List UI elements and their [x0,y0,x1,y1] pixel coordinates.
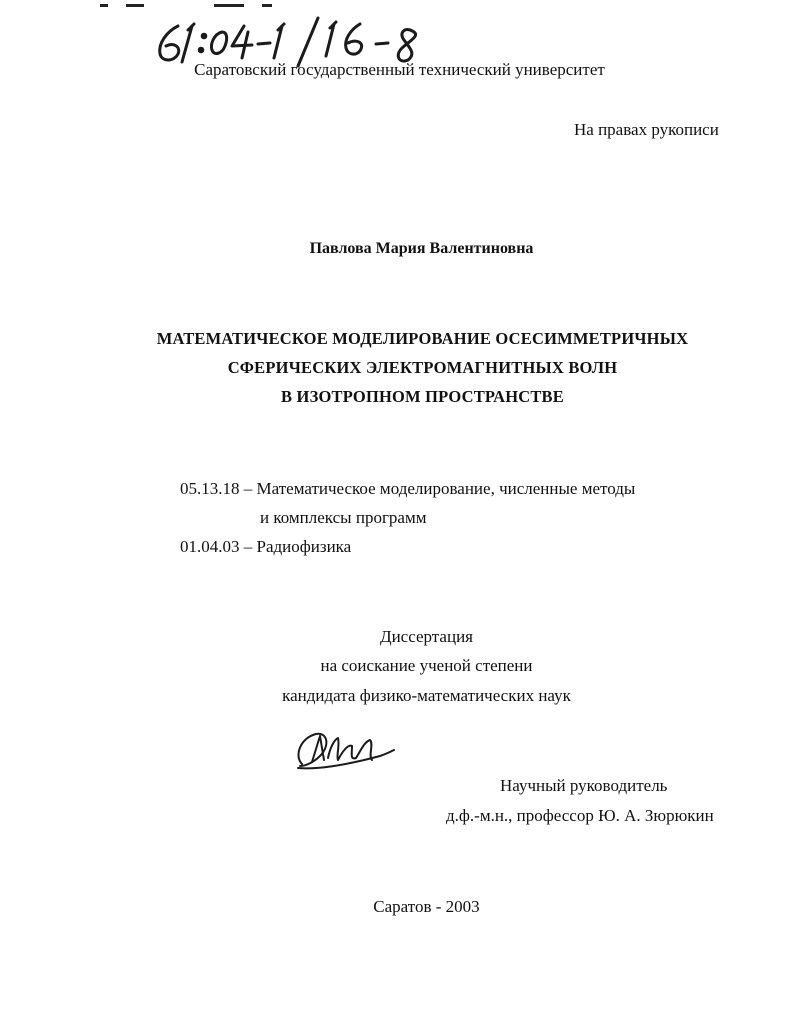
specialty-code: 05.13.18 [180,479,240,498]
scan-mark [100,4,108,7]
scan-mark [214,4,244,7]
specialty-separator: – [243,537,253,556]
supervisor-details: д.ф.-м.н., профессор Ю. А. Зюрюкин [446,806,714,825]
dissertation-type: Диссертация [379,627,473,646]
title-line-2: СФЕРИЧЕСКИХ ЭЛЕКТРОМАГНИТНЫХ ВОЛН [227,358,618,377]
title-line-3: В ИЗОТРОПНОМ ПРОСТРАНСТВЕ [281,387,564,406]
place-year: Саратов - 2003 [373,897,480,916]
supervisor-role: Научный руководитель [500,776,668,795]
specialty-code: 01.04.03 [180,537,240,556]
scan-mark [262,4,272,7]
specialty-line-1 [180,479,635,499]
dissertation-degree: кандидата физико-математических наук [282,686,571,705]
university-name: Саратовский государственный технический университет [194,60,605,79]
title-line-1: МАТЕМАТИЧЕСКОЕ МОДЕЛИРОВАНИЕ ОСЕСИММЕТРИЧНЫХ [156,329,689,348]
specialty-separator: – [243,479,253,498]
signature [290,726,400,776]
specialty-name: Радиофизика [256,537,352,556]
scan-mark [126,4,144,7]
author-name: Павлова Мария Валентиновна [309,240,534,257]
rights-note: На правах рукописи [574,120,719,139]
dissertation-purpose: на соискание ученой степени [320,656,533,675]
specialty-line-2 [180,537,351,557]
specialty-continuation: и комплексы программ [260,508,427,527]
specialty-name: Математическое моделирование, численные методы [256,479,636,498]
